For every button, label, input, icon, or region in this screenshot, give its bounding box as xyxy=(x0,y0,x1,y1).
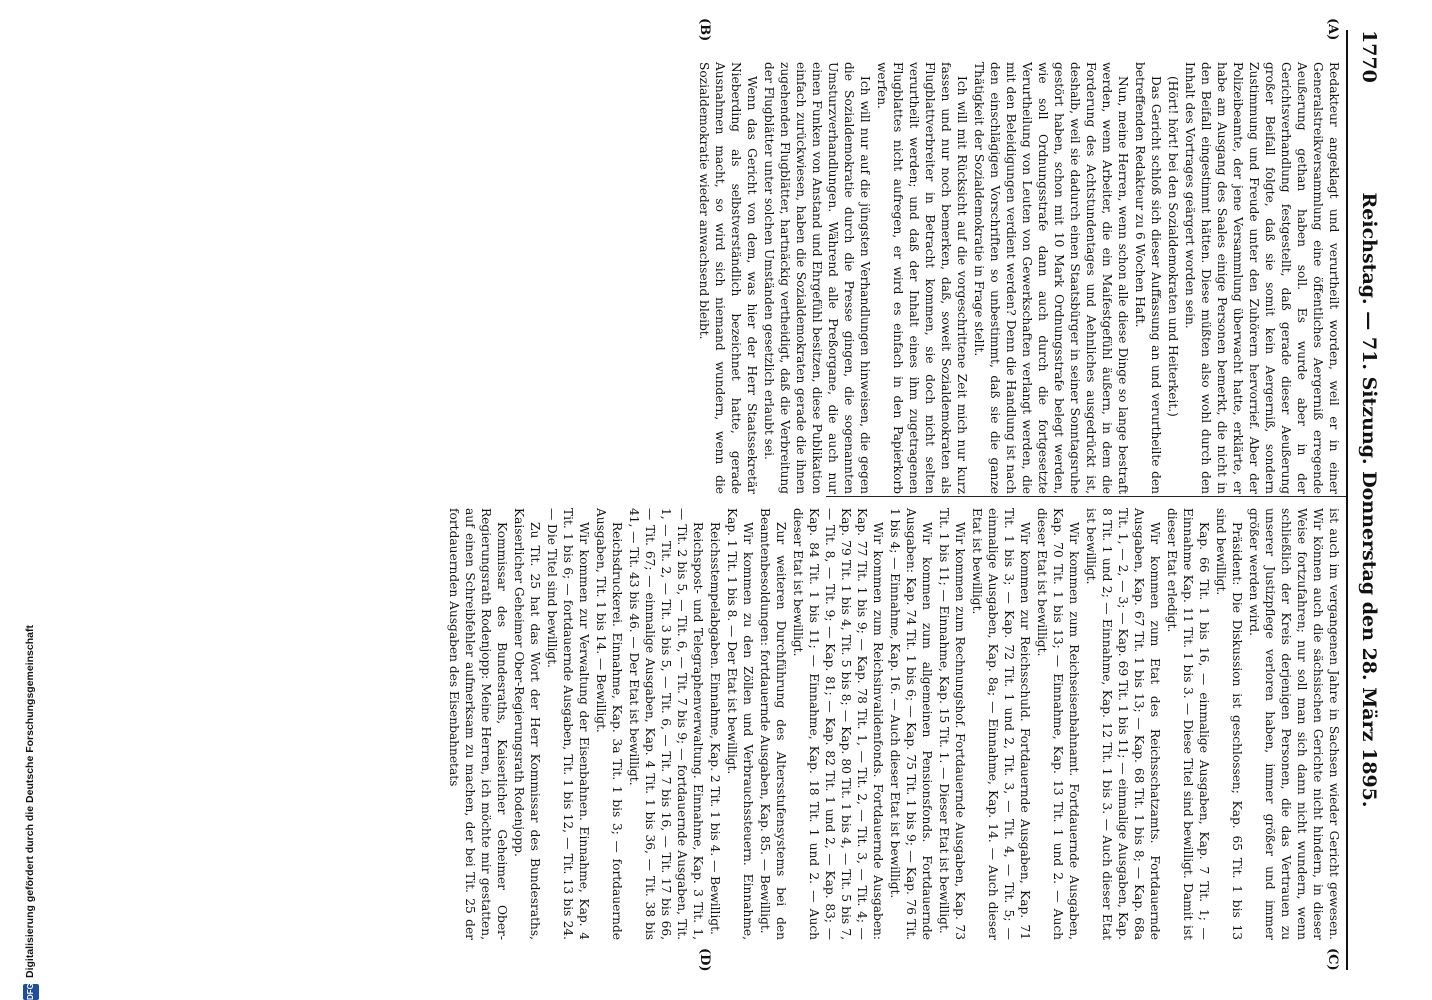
paragraph: Wir kommen zur Reichsschuld. Fortdauernde Ausgaben, Kap. 71 Tit. 1 bis 3; — Kap. 72 Tit. 1 und 2, Tit. 3, — Tit. 4, — Tit. 5; — einmalige Ausgaben, Kap. 8a; — Einnahme, Kap. 14. — Auch dieser Etat ist bewilligt. xyxy=(970,508,1032,940)
footer xyxy=(22,0,44,1000)
paragraph: Wir kommen zum Reichsinvalidenfonds. Fortdauernde Ausgaben: Kap. 77 Tit. 1 bis 9; — Kap. 78 Tit. 1, — Tit. 2, — Tit. 3, — Tit. 4; — Kap. 79 Tit. 1 bis 4, Tit. 5 bis 8; — Kap. 80 Tit. 1 bis 4, — Tit. 5 bis 7, — Tit. 8, — Tit. 9; — Kap. 81; — Kap. 82 Tit. 1 und 2, — Kap. 83; — Kap. 84 Tit. 1 bis 11; — Einnahme, Kap. 18 Tit. 1 und 2. — Auch dieser Etat ist bewilligt. xyxy=(791,508,885,940)
paragraph: Reichspost- und Telegraphenverwaltung. Einnahme, Kap. 3 Tit. 1, — Tit. 2 bis 5, — Tit. 6, — Tit. 7 bis 9; — fortdauernde Ausgaben, Tit. 1, — Tit. 2, — Tit. 3 bis 5, — Tit. 6, — Tit. 7 bis 16, — Tit. 17 bis 66, — Tit. 67; — einmalige Ausgaben, Kap. 4 Tit. 1 bis 36, — Tit. 38 bis 41, — Tit. 43 bis 46. — Der Etat ist bewilligt. xyxy=(627,508,705,940)
left-column xyxy=(695,62,1342,494)
paragraph: Präsident: Die Diskussion ist geschlossen; Kap. 65 Tit. 1 bis 13 sind bewilligt. xyxy=(1214,508,1244,940)
header-rule xyxy=(1346,30,1348,970)
paragraph: Kap. 66 Tit. 1 bis 16, — einmalige Ausgaben, Kap. 7 Tit. 1; — Einnahme Kap. 11 Tit. 1 bis 3. — Diese Titel sind bewilligt. Damit ist dieser Etat erledigt. xyxy=(1165,508,1211,940)
margin-mark-c: (C) xyxy=(1325,948,1340,971)
paragraph: Ich will mit Rücksicht auf die vorgeschrittene Zeit mich nur kurz fassen und nur noch bemerken, daß, soweit Sozialdemokraten als Flugblattverbreiter in Betracht kommen, sie doch nicht selten verurtheilt werden; und daß der Inhalt eines ihm zugetragenen Flugblattes nicht aufregen, er wird es einfach in den Papierkorb werfen. xyxy=(875,62,969,494)
margin-mark-b: (B) xyxy=(697,18,712,42)
paragraph: Reichsdruckerei. Einnahme, Kap. 3a Tit. 1 bis 3; — fortdauernde Ausgaben, Tit. 1 bis 14. — Bewilligt. xyxy=(594,508,624,940)
page-number: 1770 xyxy=(1358,30,1380,83)
margin-mark-a: (A) xyxy=(1325,18,1340,41)
paragraph: Wir kommen zum Etat des Reichsschatzamts. Fortdauernde Ausgaben, Kap. 67 Tit. 1 bis 13; — Kap. 68 Tit. 1 bis 8; — Kap. 68a Tit. 1, — 2, — 3; — Kap. 69 Tit. 1 bis 11; — einmalige Ausgaben, Kap. 8 Tit. 1 und 2; — Einnahme, Kap. 12 Tit. 1 bis 3. — Auch dieser Etat ist bewilligt. xyxy=(1084,508,1162,940)
paragraph: Zur weiteren Durchführung des Altersstufensystems bei den Beamtenbesoldungen: fortdauernde Ausgaben, Kap. 85. — Bewilligt. xyxy=(758,508,788,940)
margin-mark-d: (D) xyxy=(697,948,712,972)
paragraph: Wir kommen zu den Zöllen und Verbrauchssteuern. Einnahme, Kap. 1 Tit. 1 bis 8. — Der Etat ist bewilligt. xyxy=(725,508,755,940)
paragraph: (Hört! hört! bei den Sozialdemokraten und Heiterkeit.) xyxy=(1166,76,1180,417)
paragraph: Ich will nur auf die jüngsten Verhandlungen hinweisen, die gegen die Sozialdemokratie durch die Presse gingen, die sogenannten Umsturzverhandlungen. Während alle Preßorgane, die auch nur einen Funken von Anstand und Ehrgefühl besitzen, diese Publikation einfach zurückwiesen, haben die Sozialdemokraten gerade die ihnen zugehenden Flugblätter, hartnäckig vertheidigt, daß die Verbreitung der Flugblätter unter solchen Umständen gesetzlich erlaubt sei. xyxy=(762,62,872,494)
paragraph: Wir kommen zum Rechnungshof. Fortdauernde Ausgaben, Kap. 73 Tit. 1 bis 11; — Einnahme, Kap. 15 Tit. 1. — Dieser Etat ist bewilligt. xyxy=(937,508,967,940)
paragraph: Wir kommen zum Reichseisenbahnamt. Fortdauernde Ausgaben, Kap. 70 Tit. 1 bis 13; — Einnahme, Kap. 13 Tit. 1 und 2. — Auch dieser Etat ist bewilligt. xyxy=(1035,508,1081,940)
digitization-credit: Digitalisierung gefördert durch die Deutsche Forschungsgemeinschaft xyxy=(24,625,36,978)
paragraph: Das Gericht schloß sich dieser Auffassung an und verurtheilte den betreffenden Redakteur zu 6 Wochen Haft. xyxy=(1133,62,1163,494)
page-title: Reichstag. — 71. Sitzung. Donnerstag den 28. März 1895. xyxy=(1358,192,1380,808)
paragraph: ist auch im vergangenen Jahre in Sachsen wieder Gericht gewesen. Wir können auch die sächsischen Gerichte nicht hindern, in dieser Weise fortzufahren; nur soll man sich dann nicht wundern, wenn schließlich der Kreis derjenigen Personen, die das Vertrauen zu unserer Justizpflege verloren haben, immer größer und immer größer werden wird. xyxy=(1247,508,1341,940)
column-divider xyxy=(826,496,1346,497)
right-column xyxy=(445,508,1342,940)
paragraph: Nun, meine Herren, wenn schon alle diese Dinge so lange bestraft werden, wenn Arbeiter, die ein Maifestgefühl äußern, in dem die Forderung des Achtstundentages und Aehnliches ausgedrückt ist, deshalb, weil sie dadurch einen Staatsbürger in seiner Sonntagsruhe gestört haben, schon mit 10 Mark Ordnungsstrafe belegt werden, wie soll Ordnungsstrafe dann auch durch die fortgesetzte Verurtheilung von Leuten von Gewerkschaften verlangt werden, die mit den Beleidigungen verdient werden? Denn die Handlung ist nach den einschlägigen Vorschriften so unbestimmt, daß sie die ganze Thätigkeit der Sozialdemokratie in Frage stellt. xyxy=(972,62,1130,494)
paragraph: Wir kommen zur Verwaltung der Eisenbahnen. Einnahme, Kap. 4 Tit. 1 bis 6; — fortdauernde Ausgaben, Tit. 1 bis 12, — Tit. 13 bis 24. — Die Titel sind bewilligt. xyxy=(545,508,591,940)
paragraph: Redakteur angeklagt und verurtheilt worden, weil er in einer Generalstreikversammlung eine öffentliches Aergerniß erregende Aeußerung gethan haben soll. Es wurde aber in der Gerichtsverhandlung festgestellt, daß gerade dieser Aeußerung großer Beifall folgte, daß sie somit kein Aergerniß, sondern Zustimmung und Freude unter den Zuhörern hervorrief. Aber der Polizeibeamte, der jene Versammlung überwacht hatte, erklärte, er habe am Ausgang des Saales einige Personen bemerkt, die nicht in den Beifall eingestimmt hätten. Diese müßten also wohl durch den Inhalt des Vortrages geärgert worden sein. xyxy=(1183,62,1341,494)
page-header xyxy=(1350,30,1380,970)
paragraph: Kommissar des Bundesraths, Kaiserlicher Geheimer Ober-Regierungsrath Rodenjopp: Meine Herren, ich möchte mir gestatten, auf einen Schreibfehler aufmerksam zu machen, der bei Tit. 25 der fortdauernden Ausgaben des Eisenbahnetats xyxy=(447,508,509,940)
paragraph: Reichsstempelabgaben. Einnahme, Kap. 2 Tit. 1 bis 4. — Bewilligt. xyxy=(708,522,722,935)
dfg-logo: DFG xyxy=(23,984,39,1000)
paragraph: Wir kommen zum allgemeinen Pensionsfonds. Fortdauernde Ausgaben: Kap. 74 Tit. 1 bis 6; — Kap. 75 Tit. 1 bis 9; — Kap. 76 Tit. 1 bis 4; — Einnahme, Kap. 16. — Auch dieser Etat ist bewilligt. xyxy=(888,508,934,940)
paragraph: Wenn das Gericht von dem, was hier der Herr Staatssekretär Nieberding als selbstverständlich bezeichnet hatte, gerade Ausnahmen macht, so wird sich niemand wundern, wenn die Sozialdemokratie wieder anwachsend bleibt. xyxy=(697,62,759,494)
paragraph: Zu Tit. 25 hat das Wort der Herr Kommissar des Bundesraths, Kaiserlicher Geheimer Ober-Regierungsrath Rodenjopp. xyxy=(512,508,542,940)
footer-credit-strip xyxy=(22,0,44,1000)
